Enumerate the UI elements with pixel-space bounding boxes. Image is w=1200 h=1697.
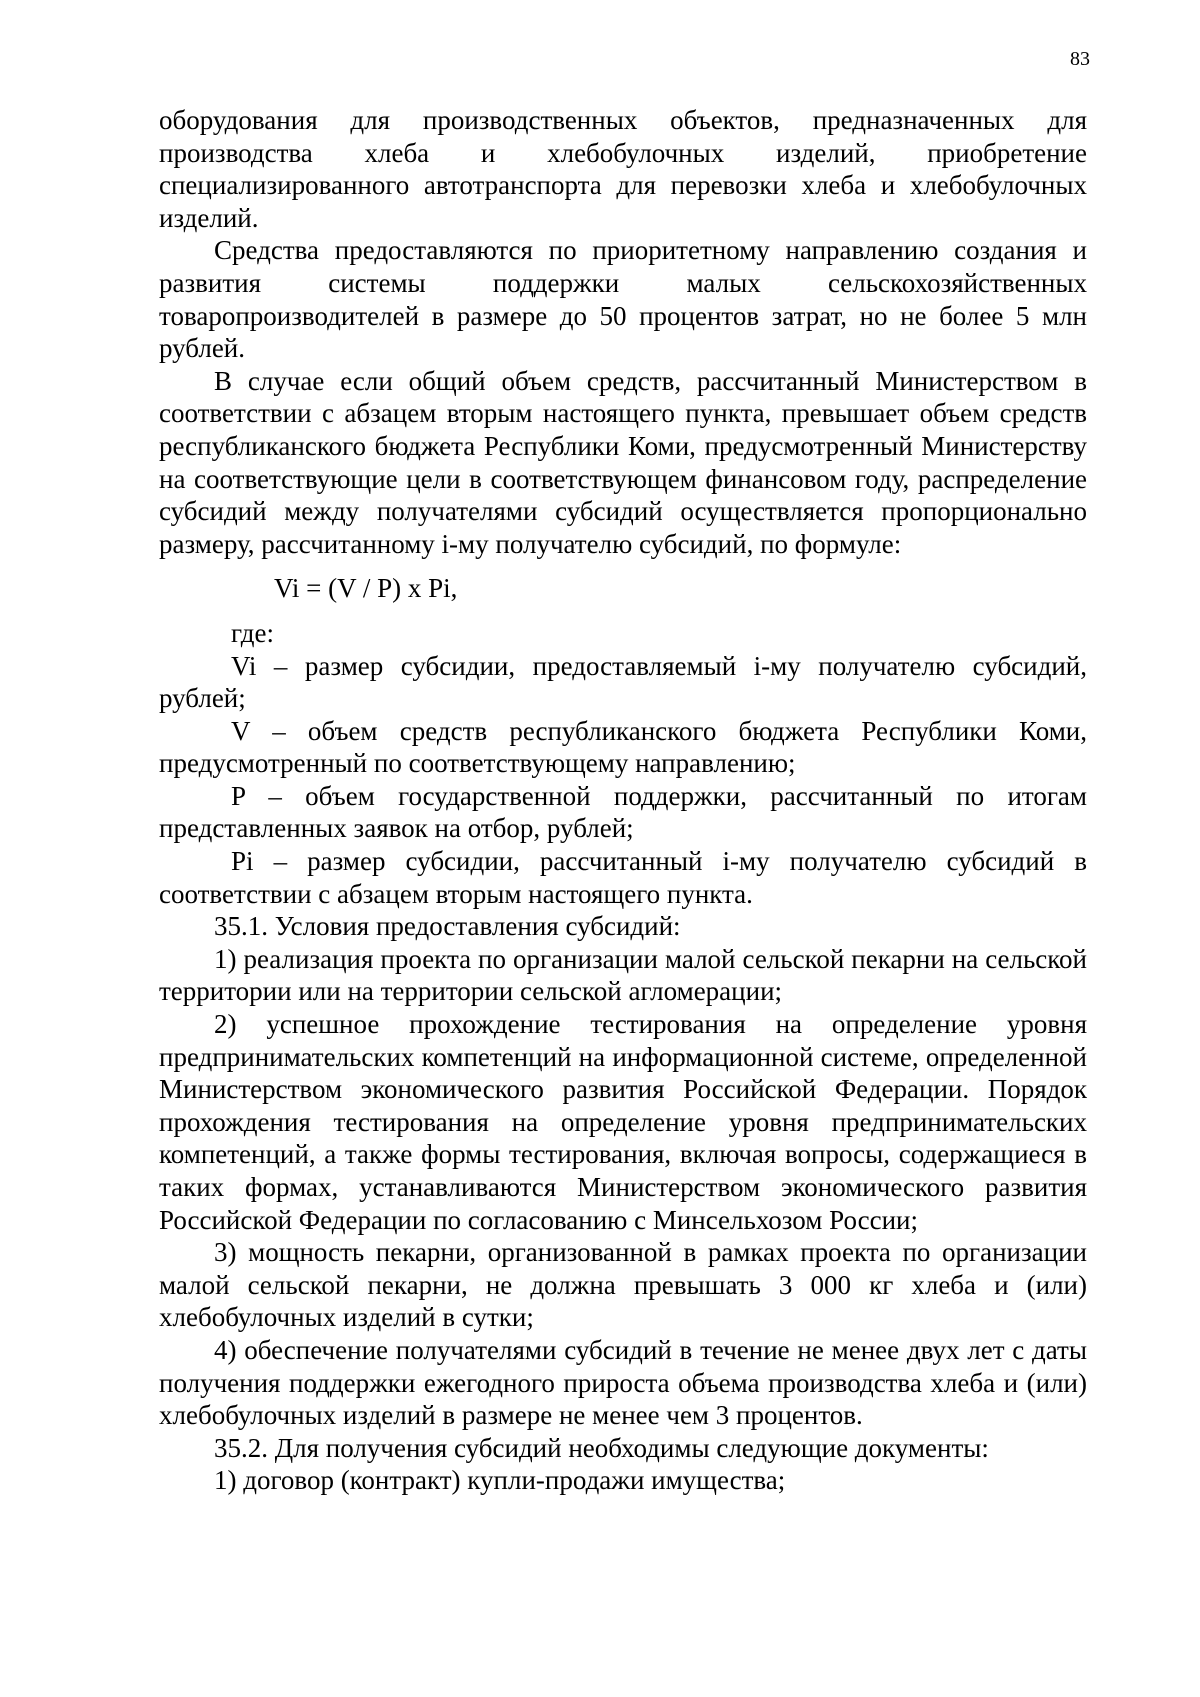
condition-2: 2) успешное прохождение тестирования на определение уровня предпринимательских компетенций на информационной системе, определенной Министерством экономического развития Российской Федерации. Порядок прохождения тестирования на определение уровня предпринимательских компетенций, а также формы тестирования, включая вопросы, содержащиеся в таких формах, устанавливаются Министерством экономического развития Российской Федерации по согласованию с Минсельхозом России;: [159, 1009, 1087, 1235]
document-item-1: 1) договор (контракт) купли-продажи имущества;: [214, 1465, 786, 1496]
paragraph-distribution-rule: В случае если общий объем средств, рассчитанный Министерством в соответствии с абзацем вторым настоящего пункта, превышает объем средств республиканского бюджета Республики Коми, предусмотренный Министерству на соответствующие цели в соответствующем финансовом году, распределение субсидий между получателями субсидий осуществляется пропорционально размеру, рассчитанному i-му получателю субсидий, по формуле:: [159, 365, 1087, 559]
definition-p: P – объем государственной поддержки, рассчитанный по итогам представленных заявок на отбор, рублей;: [159, 780, 1087, 844]
subsidy-formula: Vi = (V / P) x Pi,: [274, 573, 458, 604]
condition-4: 4) обеспечение получателями субсидий в течение не менее двух лет с даты получения поддержки ежегодного прироста объема производства хлеба и (или) хлебобулочных изделий в размере не менее чем 3 процентов.: [159, 1334, 1087, 1431]
formula-where-label: где:: [231, 617, 274, 648]
condition-3: 3) мощность пекарни, организованной в рамках проекта по организации малой сельской пекарни, не должна превышать 3 000 кг хлеба и (или) хлебобулочных изделий в сутки;: [159, 1237, 1087, 1333]
condition-1: 1) реализация проекта по организации малой сельской пекарни на сельской территории или на территории сельской агломерации;: [159, 943, 1087, 1007]
page-number: 83: [1070, 48, 1090, 70]
section-35-1-heading: 35.1. Условия предоставления субсидий:: [214, 911, 681, 942]
section-35-2-heading: 35.2. Для получения субсидий необходимы следующие документы:: [214, 1432, 989, 1463]
definition-pi: Pi – размер субсидии, рассчитанный i-му получателю субсидий в соответствии с абзацем вторым настоящего пункта.: [159, 846, 1087, 909]
paragraph-funding-priority: Средства предоставляются по приоритетному направлению создания и развития системы поддержки малых сельскохозяйственных товаропроизводителей в размере до 50 процентов затрат, но не более 5 млн рублей.: [159, 235, 1087, 364]
paragraph-equipment-continuation: оборудования для производственных объектов, предназначенных для производства хлеба и хлебобулочных изделий, приобретение специализированного автотранспорта для перевозки хлеба и хлебобулочных изделий.: [159, 105, 1087, 233]
document-body: [159, 104, 1087, 1497]
definition-vi: Vi – размер субсидии, предоставляемый i-му получателю субсидий, рублей;: [159, 650, 1087, 714]
definition-v: V – объем средств республиканского бюджета Республики Коми, предусмотренный по соответствующему направлению;: [159, 715, 1087, 779]
